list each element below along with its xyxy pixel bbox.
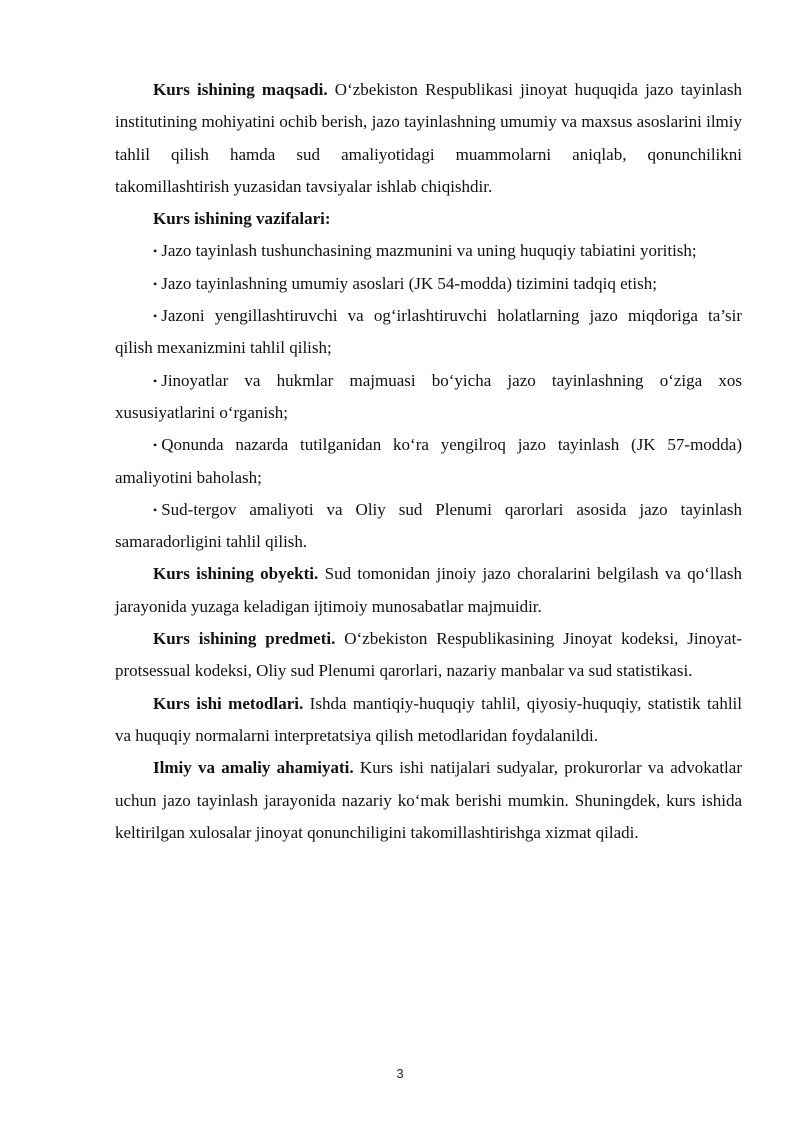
bullet-icon: • (153, 438, 158, 453)
methods-paragraph (115, 688, 742, 753)
task-item-text: Jazo tayinlash tushunchasining mazmunini va uning huquqiy tabiatini yoritish; (161, 241, 697, 261)
subject-lead: Kurs ishining predmeti. (153, 629, 336, 649)
task-item (115, 268, 742, 300)
task-item-text: Jinoyatlar va hukmlar majmuasi bo‘yicha jazo tayinlashning o‘ziga xos xususiyatlarini o‘rganish; (115, 370, 742, 422)
tasks-heading-paragraph (115, 203, 742, 235)
task-item-text: Jazo tayinlashning umumiy asoslari (JK 54-modda) tizimini tadqiq etish; (161, 273, 657, 293)
task-item (115, 494, 742, 559)
subject-text: O‘zbekiston Respublikasining Jinoyat kodeksi, Jinoyat-protsessual kodeksi, Oliy sud Plenumi qarorlari, nazariy manbalar va sud statistikasi. (115, 629, 742, 681)
task-item-text: Sud-tergov amaliyoti va Oliy sud Plenumi qarorlari asosida jazo tayinlash samaradorligini tahlil qilish. (115, 499, 742, 552)
methods-text: Ishda mantiqiy-huquqiy tahlil, qiyosiy-huquqiy, statistik tahlil va huquqiy normalarni interpretatsiya qilish metodlaridan foydalanildi. (115, 693, 742, 745)
subject-paragraph (115, 623, 742, 688)
task-item (115, 300, 742, 365)
methods-lead: Kurs ishi metodlari. (153, 693, 304, 713)
significance-text: Kurs ishi natijalari sudyalar, prokurorlar va advokatlar uchun jazo tayinlash jarayonida nazariy ko‘mak berishi mumkin. Shuningdek, kurs ishida keltirilgan xulosalar jinoyat qonunchiligini takomillashtirishga xizmat qiladi. (115, 758, 742, 842)
task-item (115, 365, 742, 430)
object-lead: Kurs ishining obyekti. (153, 564, 319, 584)
bullet-icon: • (153, 309, 158, 324)
bullet-icon: • (153, 244, 158, 259)
task-item (115, 235, 742, 267)
task-item-text: Jazoni yengillashtiruvchi va og‘irlashtiruvchi holatlarning jazo miqdoriga ta’sir qilish mexanizmini tahlil qilish; (115, 306, 742, 358)
goal-paragraph (115, 74, 742, 203)
significance-lead: Ilmiy va amaliy ahamiyati. (153, 758, 354, 778)
task-item-text: Qonunda nazarda tutilganidan ko‘ra yengilroq jazo tayinlash (JK 57-modda) amaliyotini baholash; (115, 435, 742, 487)
page-body (115, 74, 742, 849)
task-item (115, 429, 742, 494)
object-text: Sud tomonidan jinoiy jazo choralarini belgilash va qo‘llash jarayonida yuzaga keladigan ijtimoiy munosabatlar majmuidir. (115, 564, 742, 616)
tasks-heading: Kurs ishining vazifalari: (153, 209, 331, 229)
significance-paragraph (115, 752, 742, 849)
bullet-icon: • (153, 276, 158, 291)
page-number: 3 (396, 1066, 404, 1081)
bullet-icon: • (153, 373, 158, 388)
goal-lead: Kurs ishining maqsadi. (153, 80, 328, 99)
object-paragraph (115, 558, 742, 623)
goal-text: O‘zbekiston Respublikasi jinoyat huquqida jazo tayinlash institutining mohiyatini ochib berish, jazo tayinlashning umumiy va maxsus asoslarini ilmiy tahlil qilish hamda sud amaliyotidagi muammolarni aniqlab, qonunchilikni takomillashtirish yuzasidan tavsiyalar ishlab chiqishdir. (115, 80, 742, 196)
bullet-icon: • (153, 502, 158, 517)
